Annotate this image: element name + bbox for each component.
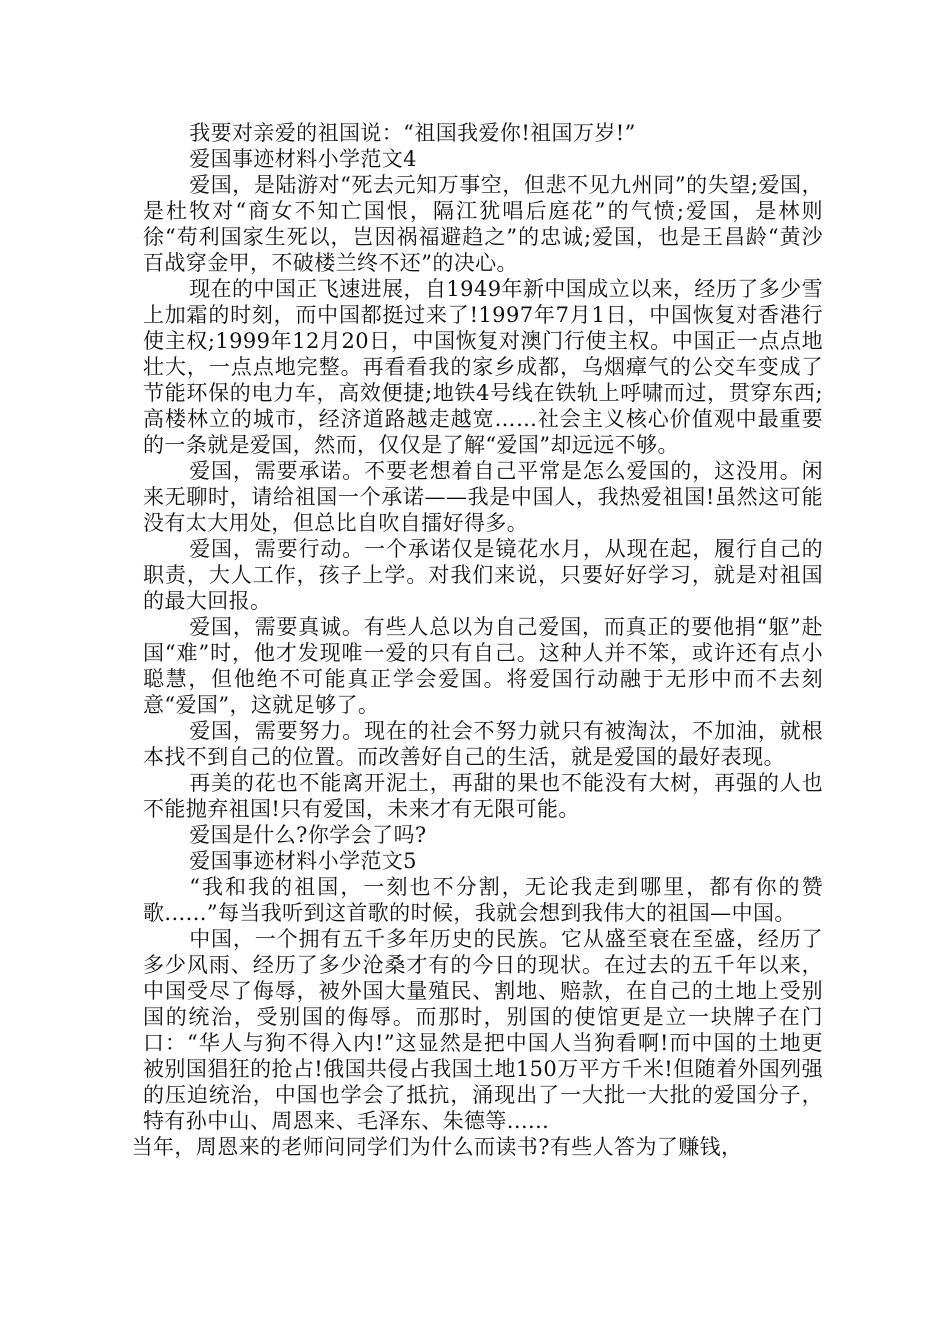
section-title-5: 爱国事迹材料小学范文5	[189, 849, 417, 873]
paragraph-1: 我要对亲爱的祖国说：“祖国我爱你!祖国万岁!”	[189, 121, 636, 145]
paragraph-14: 当年，周恩来的老师问同学们为什么而读书?有些人答为了赚钱，	[131, 1135, 743, 1159]
paragraph-3: 爱国，是陆游对“死去元知万事空，但悲不见九州同”的失望;爱国，是杜牧对“商女不知亡国恨，隔江犹唱后庭花”的气愤;爱国，是林则徐“苟利国家生死以，岂因祸福避趋之”的忠诚;爱国，也是王昌龄“黄沙百战穿金甲，不破楼兰终不还”的决心。	[143, 173, 823, 275]
paragraph-13: 中国，一个拥有五千多年历史的民族。它从盛至衰在至盛，经历了多少风雨、经历了多少沧桑才有的今日的现状。在过去的五千年以来，中国受尽了侮辱，被外国大量殖民、割地、赔款，在自己的土地上受别国的统治，受别国的侮辱。而那时，别国的使馆更是立一块牌子在门口：“华人与狗不得入内!”这显然是把中国人当狗看啊!而中国的土地更被别国猖狂的抢占!俄国共侵占我国土地150万平方千米!但随着外国列强的压迫统治，中国也学会了抵抗，涌现出了一大批一大批的爱国分子，特有孙中山、周恩来、毛泽东、朱德等......	[143, 927, 823, 1133]
paragraph-4: 现在的中国正飞速进展，自1949年新中国成立以来，经历了多少雪上加霜的时刻，而中国都挺过来了!1997年7月1日，中国恢复对香港行使主权;1999年12月20日，中国恢复对澳门行使主权。中国正一点点地壮大，一点点地完整。再看看我的家乡成都，乌烟瘴气的公交车变成了节能环保的电力车，高效便捷;地铁4号线在铁轨上呼啸而过，贯穿东西;高楼林立的城市，经济道路越走越宽……社会主义核心价值观中最重要的一条就是爱国，然而，仅仅是了解“爱国”却远远不够。	[143, 277, 823, 457]
paragraph-8: 爱国，需要努力。现在的社会不努力就只有被淘汰，不加油，就根本找不到自己的位置。而改善好自己的生活，就是爱国的最好表现。	[143, 719, 823, 769]
paragraph-12: “我和我的祖国，一刻也不分割，无论我走到哪里，都有你的赞歌......”每当我听到这首歌的时候，我就会想到我伟大的祖国—中国。	[143, 875, 823, 925]
document-body	[131, 120, 823, 1160]
paragraph-9: 再美的花也不能离开泥土，再甜的果也不能没有大树，再强的人也不能抛弃祖国!只有爱国，未来才有无限可能。	[143, 771, 823, 821]
paragraph-6: 爱国，需要行动。一个承诺仅是镜花水月，从现在起，履行自己的职责，大人工作，孩子上学。对我们来说，只要好好学习，就是对祖国的最大回报。	[143, 537, 823, 613]
paragraph-5: 爱国，需要承诺。不要老想着自己平常是怎么爱国的，这没用。闲来无聊时，请给祖国一个承诺——我是中国人，我热爱祖国!虽然这可能没有太大用处，但总比自吹自擂好得多。	[143, 459, 823, 535]
paragraph-10: 爱国是什么?你学会了吗?	[189, 823, 427, 847]
paragraph-7: 爱国，需要真诚。有些人总以为自己爱国，而真正的要他捐“躯”赴国“难”时，他才发现唯一爱的只有自己。这种人并不笨，或许还有点小聪慧，但他绝不可能真正学会爱国。将爱国行动融于无形中而不去刻意“爱国”，这就足够了。	[143, 615, 823, 717]
section-title-4: 爱国事迹材料小学范文4	[189, 147, 417, 171]
